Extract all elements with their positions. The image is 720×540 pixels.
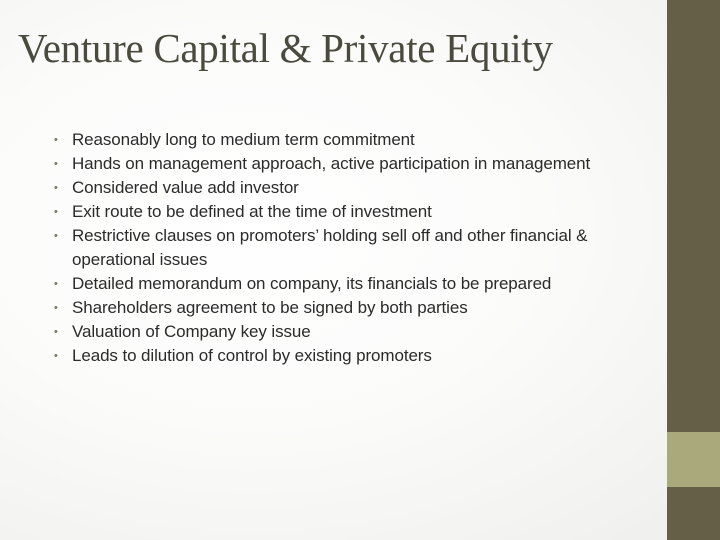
bullet-item <box>54 176 614 200</box>
bullet-text: Hands on management approach, active participation in management <box>72 154 591 173</box>
bullet-text: Restrictive clauses on promoters’ holding sell off and other financial & operational issues <box>72 226 588 269</box>
bullet-text: Exit route to be defined at the time of investment <box>72 202 432 221</box>
bullet-list <box>54 128 614 368</box>
bullet-text: Reasonably long to medium term commitment <box>72 130 415 149</box>
bullet-dot-icon: • <box>54 206 58 218</box>
bullet-item <box>54 152 614 176</box>
bullet-dot-icon: • <box>54 302 58 314</box>
bullet-dot-icon: • <box>54 134 58 146</box>
bullet-dot-icon: • <box>54 158 58 170</box>
bullet-dot-icon: • <box>54 230 58 242</box>
bullet-text: Valuation of Company key issue <box>72 322 311 341</box>
bullet-text: Shareholders agreement to be signed by both parties <box>72 298 468 317</box>
sidebar-accent-block <box>667 432 720 487</box>
bullet-text: Leads to dilution of control by existing promoters <box>72 346 432 365</box>
bullet-text: Detailed memorandum on company, its financials to be prepared <box>72 274 552 293</box>
bullet-item <box>54 296 614 320</box>
bullet-item <box>54 128 614 152</box>
bullet-text: Considered value add investor <box>72 178 299 197</box>
bullet-item <box>54 224 614 272</box>
bullet-item <box>54 320 614 344</box>
bullet-item <box>54 344 614 368</box>
slide-title: Venture Capital & Private Equity <box>18 25 553 71</box>
bullet-item <box>54 200 614 224</box>
bullet-dot-icon: • <box>54 278 58 290</box>
bullet-item <box>54 272 614 296</box>
bullet-dot-icon: • <box>54 350 58 362</box>
bullet-dot-icon: • <box>54 326 58 338</box>
bullet-dot-icon: • <box>54 182 58 194</box>
